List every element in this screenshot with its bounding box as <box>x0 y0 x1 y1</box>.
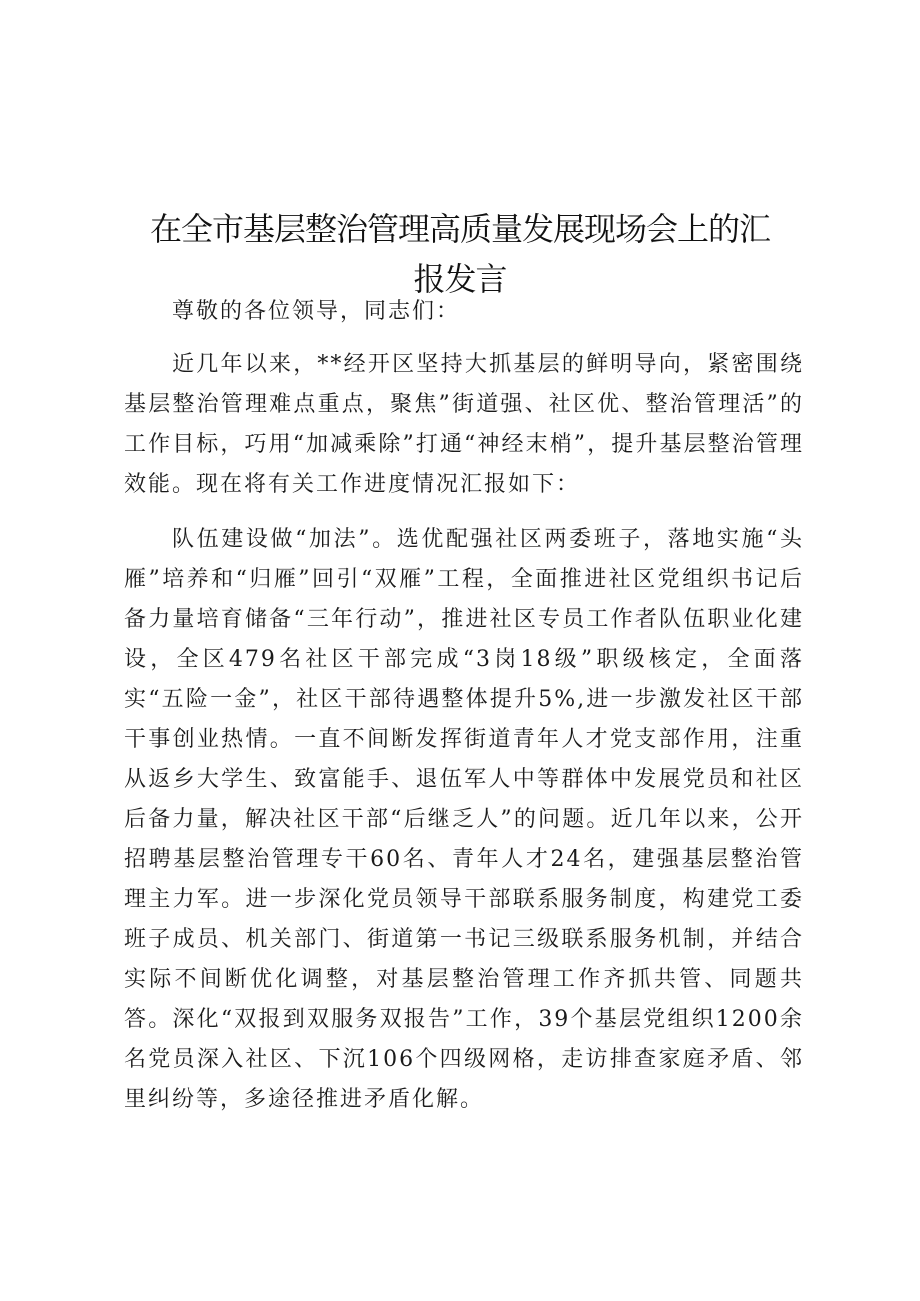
intro-paragraph: 近几年以来，**经开区坚持大抓基层的鲜明导向，紧密围绕基层整治管理难点重点，聚焦”街道强、社区优、整治管理活”的工作目标，巧用“加减乘除”打通“神经末梢”，提升基层整治管理效能。现在将有关工作进度情况汇报如下： <box>124 352 804 497</box>
team-building-paragraph: 队伍建设做“加法”。选优配强社区两委班子，落地实施“头雁”培养和“归雁”回引“双雁”工程，全面推进社区党组织书记后备力量培育储备“三年行动”，推进社区专员工作者队伍职业化建设，全区479名社区干部完成“3岗18级”职级核定，全面落实“五险一金”，社区干部待遇整体提升5%,进一步激发社区干部干事创业热情。一直不间断发挥街道青年人才党支部作用，注重从返乡大学生、致富能手、退伍军人中等群体中发展党员和社区后备力量，解决社区干部“后继乏人”的问题。近几年以来，公开招聘基层整治管理专干60名、青年人才24名，建强基层整治管理主力军。进一步深化党员领导干部联系服务制度，构建党工委班子成员、机关部门、街道第一书记三级联系服务机制，并结合实际不间断优化调整，对基层整治管理工作齐抓共管、同题共答。深化“双报到双服务双报告”工作，39个基层党组织1200余名党员深入社区、下沉106个四级网格，走访排查家庭矛盾、邻里纠纷等，多途径推进矛盾化解。 <box>124 527 804 1112</box>
document-title-line-2: 报发言 <box>413 260 507 298</box>
document-title <box>120 204 800 304</box>
greeting: 尊敬的各位领导，同志们： <box>172 299 461 324</box>
document-title-line-1: 在全市基层整治管理高质量发展现场会上的汇 <box>149 210 770 248</box>
